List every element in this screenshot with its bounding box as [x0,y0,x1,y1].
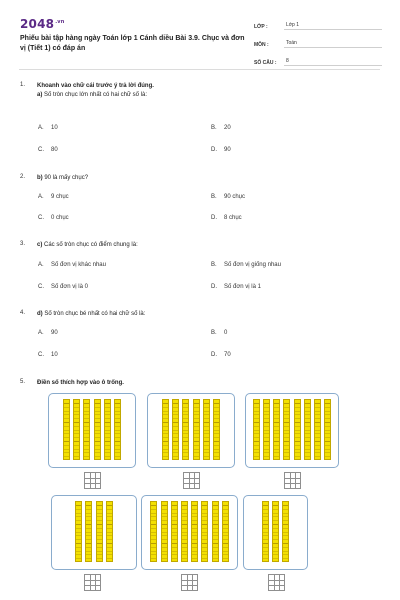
ten-rod [85,501,92,562]
tens-panel [141,495,238,570]
ten-rod [75,501,82,562]
ten-rod [162,399,169,460]
option-text: Số đơn vị là 1 [224,284,261,290]
option-text: 10 [51,352,58,358]
option-letter: A. [38,125,44,131]
tens-panel [243,495,308,570]
logo-suffix: .vn [55,19,65,25]
question-body: Các số tròn chục có điểm chung là: [44,242,138,248]
question-number: 4. [20,310,26,316]
answer-grid[interactable] [84,574,101,591]
tens-panel [48,393,136,468]
ten-rod [282,501,289,562]
question-label: c) [37,242,43,248]
option-letter: A. [38,194,44,200]
ten-rod [262,501,269,562]
ten-rod [96,501,103,562]
meta-subject-label: MÔN : [254,42,269,48]
option-text: 0 chục [51,215,69,221]
ten-rod [161,501,168,562]
meta-count-value: 8 [284,58,382,66]
question-label: d) [37,311,43,317]
option-letter: C. [38,284,44,290]
worksheet-title: Phiếu bài tập hàng ngày Toán lớp 1 Cánh diều Bài 3.9. Chục và đơn vị (Tiết 1) có đáp án [20,35,245,52]
option-text: 9 chục [51,194,69,200]
option-letter: D. [211,284,217,290]
tens-panel [147,393,235,468]
ten-rod [106,501,113,562]
meta-count-label: SỐ CÂU : [254,60,277,66]
question-body: 90 là mấy chục? [44,175,89,181]
sub-text: Số tròn chục lớn nhất có hai chữ số là: [44,92,148,98]
ten-rod [181,501,188,562]
option-text: 70 [224,352,231,358]
meta-class-label: LỚP : [254,24,268,30]
ten-rod [272,501,279,562]
option-text: Số đơn vị giống nhau [224,262,281,268]
option-letter: B. [211,262,217,268]
meta-subject-value: Toán [284,40,382,48]
option-text: Số đơn vị là 0 [51,284,88,290]
answer-grid[interactable] [183,472,200,489]
ten-rod [193,399,200,460]
answer-grid[interactable] [181,574,198,591]
logo-text: 2048 [20,17,55,31]
ten-rod [201,501,208,562]
tens-panel [51,495,137,570]
ten-rod [182,399,189,460]
option-text: 8 chục [224,215,242,221]
ten-rod [83,399,90,460]
option-letter: C. [38,147,44,153]
question-number: 2. [20,174,26,180]
ten-rod [324,399,331,460]
question-number: 1. [20,82,26,88]
option-text: 20 [224,125,231,131]
option-text: Số đơn vị khác nhau [51,262,106,268]
ten-rod [114,399,121,460]
question-text: Khoanh vào chữ cái trước ý trả lời đúng. [37,83,154,89]
option-text: 10 [51,125,58,131]
ten-rod [150,501,157,562]
option-text: 90 [51,330,58,336]
ten-rod [263,399,270,460]
ten-rod [222,501,229,562]
option-letter: B. [211,330,217,336]
option-text: 80 [51,147,58,153]
option-text: 90 chục [224,194,246,200]
ten-rod [172,399,179,460]
question-label: b) [37,175,43,181]
ten-rod [94,399,101,460]
ten-rod [73,399,80,460]
tens-panel [245,393,339,468]
question-number: 3. [20,241,26,247]
ten-rod [294,399,301,460]
option-text: 0 [224,330,228,336]
ten-rod [191,501,198,562]
ten-rod [273,399,280,460]
option-letter: D. [211,352,217,358]
option-letter: D. [211,215,217,221]
ten-rod [314,399,321,460]
ten-rod [213,399,220,460]
answer-grid[interactable] [84,472,101,489]
option-letter: B. [211,125,217,131]
ten-rod [283,399,290,460]
option-letter: C. [38,215,44,221]
answer-grid[interactable] [268,574,285,591]
option-letter: D. [211,147,217,153]
ten-rod [253,399,260,460]
ten-rod [63,399,70,460]
meta-class-value: Lớp 1 [284,22,382,30]
ten-rod [104,399,111,460]
answer-grid[interactable] [284,472,301,489]
option-letter: B. [211,194,217,200]
option-letter: C. [38,352,44,358]
ten-rod [203,399,210,460]
ten-rod [304,399,311,460]
ten-rod [171,501,178,562]
option-letter: A. [38,330,44,336]
question-body: Số tròn chục bé nhất có hai chữ số là: [44,311,146,317]
option-text: 90 [224,147,231,153]
question-number: 5. [20,379,26,385]
question-text: Điền số thích hợp vào ô trống. [37,380,124,386]
option-letter: A. [38,262,44,268]
ten-rod [212,501,219,562]
sub-label: a) [37,92,43,98]
